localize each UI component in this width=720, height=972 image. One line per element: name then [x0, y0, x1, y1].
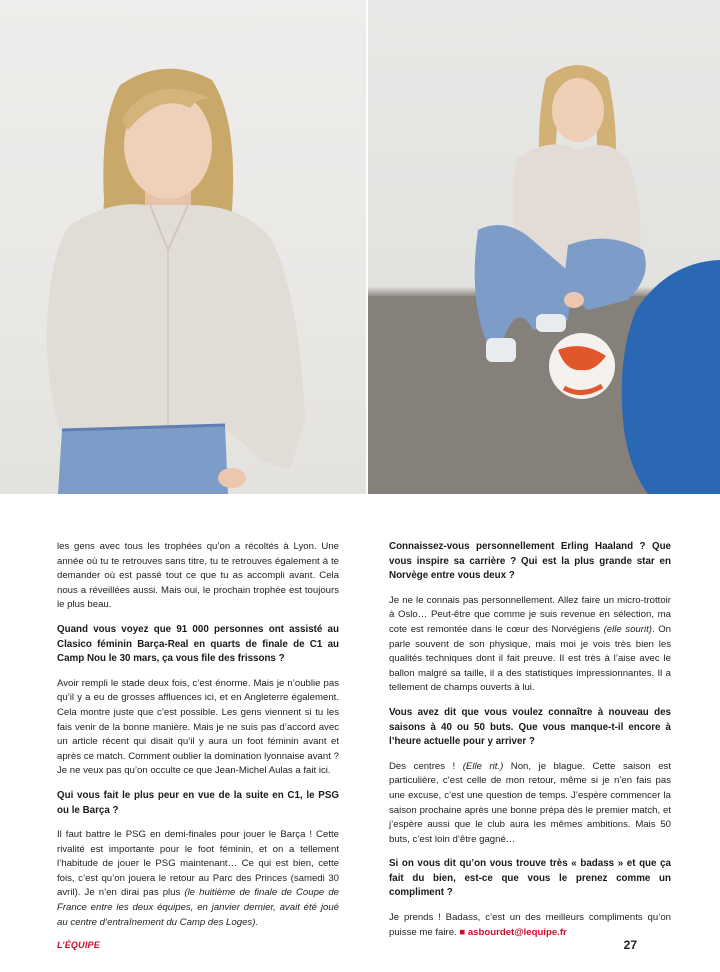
paragraph — [389, 760, 671, 848]
publication-logo: L’ÉQUIPE — [57, 940, 100, 950]
paragraph-text: Il faut battre le PSG en demi-finales pour jouer le Barça ! Cette rivalité est importante pour le foot féminin, et on a tellement l’habitude de jouer le PSG maintenant… Ce qui est bien, cette fois, c’est qu’on jouera le retour au Parc des Princes (samedi 30 avril). Je n’en dirai pas plus — [57, 829, 339, 899]
article-column-left — [57, 540, 339, 940]
paragraph-text: Je ne le connais pas personnellement. Allez faire un micro-trottoir à Oslo… Peut-être que comme je suis revenue en sélection, ma cote est remontée dans le cœur des Norvégiens — [389, 594, 671, 635]
author-email-link[interactable]: ■ asbourdet@lequipe.fr — [459, 926, 567, 938]
interview-question: Si on vous dit qu’on vous trouve très « badass » et que ça fait du bien, est-ce que vous le prenez comme un compliment ? — [389, 858, 671, 899]
paragraph-text: Je prends ! Badass, c’est un des meilleurs compliments qu’on puisse me faire. — [389, 912, 671, 938]
interview-question: Qui vous fait le plus peur en vue de la suite en C1, le PSG ou le Barça ? — [57, 789, 339, 816]
paragraph — [389, 594, 671, 696]
paragraph-aside: (elle sourit) — [603, 623, 652, 635]
interview-question: Quand vous voyez que 91 000 personnes ont assisté au Clasico féminin Barça-Real en quarts de finale de C1 au Camp Nou le 30 mars, ça vous file des frissons ? — [57, 623, 339, 665]
portrait-illustration-right — [368, 0, 720, 494]
interview-question: Connaissez-vous personnellement Erling Haaland ? Que vous inspire sa carrière ? Qui est la plus grande star en Norvège entre vous deux ? — [389, 541, 671, 582]
paragraph-text: Des centres ! — [389, 760, 463, 772]
paragraph — [389, 911, 671, 940]
paragraph — [57, 828, 339, 930]
paragraph-text: Non, je blague. Cette saison est particulière, c’est celle de mon retour, même si je n’en fais pas une excuse, c’est une question de temps. J’espère commencer la saison prochaine après une bonne prépa dès le premier match, et j’espère aussi que le club aura les mêmes ambitions. Mais 50 buts, c’est loin d’être gagné… — [389, 760, 671, 845]
page-number: 27 — [623, 938, 637, 952]
portrait-photo-right — [368, 0, 720, 494]
paragraph-aside: (le huitième de finale de Coupe de France entre les deux équipes, en janvier dernier, avait été joué au centre d’entraînement du Camp des Loges) — [57, 887, 339, 928]
portrait-illustration-left — [0, 0, 366, 494]
paragraph-text: . On parle souvent de son physique, mais moi je vois très bien les qualités techniques dont il fait preuve. Il est très à l’aise avec le ballon malgré sa taille, il a des statistiques impressionnantes. Il a tellement de champs ouverts à lui. — [389, 623, 671, 694]
paragraph-text: . — [255, 916, 259, 928]
page-footer — [57, 940, 637, 954]
paragraph: Avoir rempli le stade deux fois, c’est énorme. Mais je n’oublie pas qu’il y a eu de grosses affluences ici, et en Angleterre également. Cela montre juste que c’est possible. Les gens viennent si tu les fais venir de la bonne manière. Mais je ne suis pas d’accord avec un article récent qui disait qu’il y aura un foot féminin avant et après ce match. Comment oublier la domination lyonnaise avant ? Je ne veux pas qu’on occulte ce que Jean-Michel Aulas a fait ici. — [57, 677, 339, 777]
paragraph: les gens avec tous les trophées qu’on a récoltés à Lyon. Une année où tu te retrouves sans titre, tu te retrouves également à te demander où est passé tout ce que tu as accompli avant. Cela nous a réveillées aussi. Mais oui, le prochain trophée est toujours le plus beau. — [57, 541, 339, 611]
paragraph-aside: (Elle rit.) — [462, 760, 504, 772]
interview-question: Vous avez dit que vous voulez connaître à nouveau des saisons à 40 ou 50 buts. Que vous manque-t-il encore à l’heure actuelle pour y arriver ? — [389, 706, 671, 748]
article-column-right — [389, 540, 671, 950]
portrait-photo-left — [0, 0, 366, 494]
